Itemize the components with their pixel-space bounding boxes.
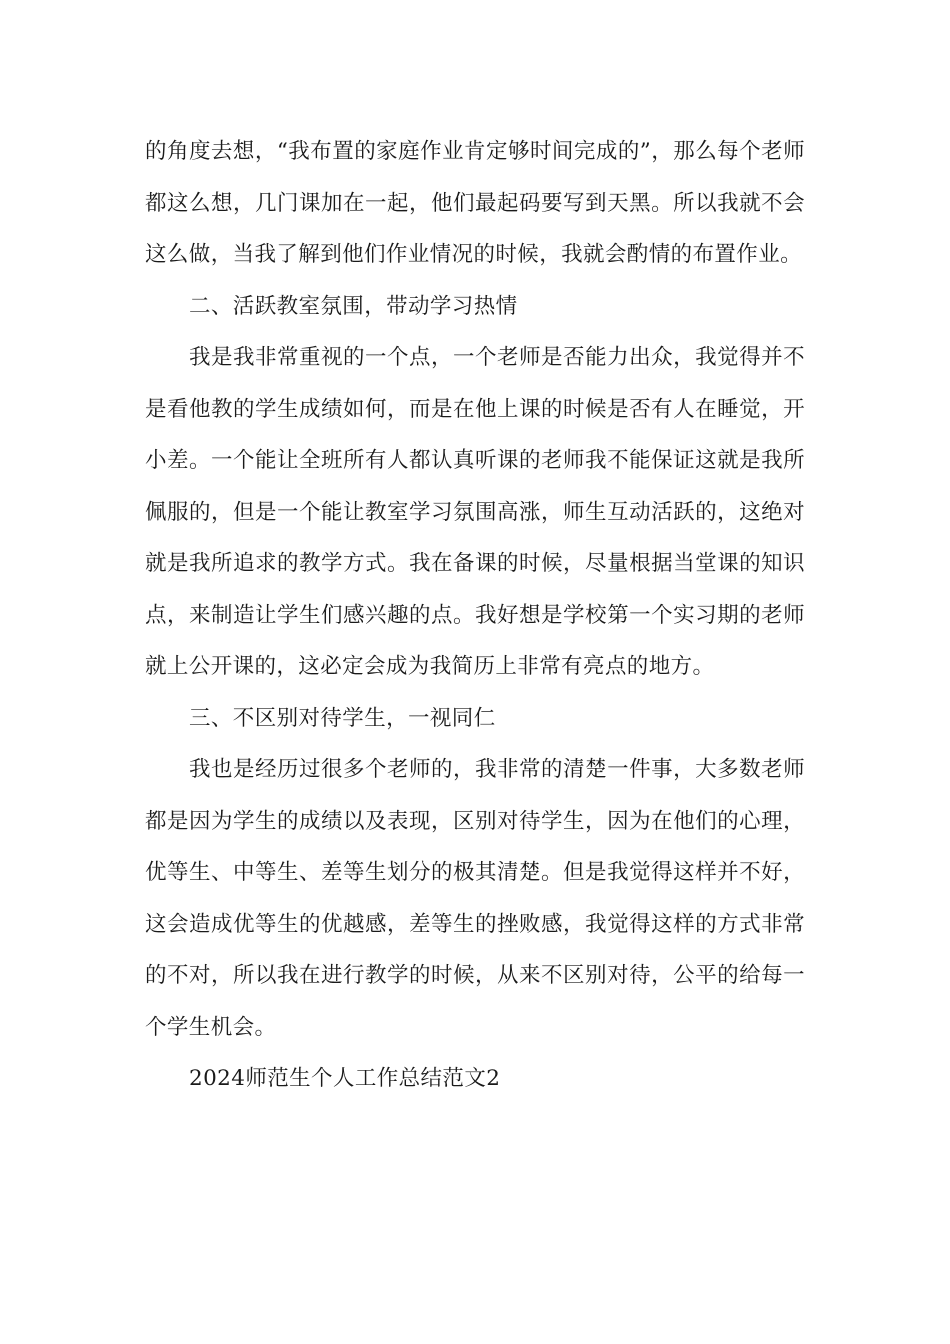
- body-paragraph-continued: 的角度去想，“我布置的家庭作业肯定够时间完成的”，那么每个老师都这么想，几门课加在一起，他们最起码要写到天黑。所以我就不会这么做，当我了解到他们作业情况的时候，我就会酌情的布置作业。: [145, 139, 805, 267]
- body-paragraph-equal-treatment: 我也是经历过很多个老师的，我非常的清楚一件事，大多数老师都是因为学生的成绩以及表现，区别对待学生，因为在他们的心理，优等生、中等生、差等生划分的极其清楚。但是我觉得这样并不好，这会造成优等生的优越感，差等生的挫败感，我觉得这样的方式非常的不对，所以我在进行教学的时候，从来不区别对待，公平的给每一个学生机会。: [145, 757, 805, 1040]
- section-heading-three: 三、不区别对待学生，一视同仁: [189, 705, 496, 731]
- document-body: [145, 126, 805, 1105]
- article-title-2: 2024师范生个人工作总结范文2: [189, 1066, 501, 1091]
- body-paragraph-classroom-atmosphere: 我是我非常重视的一个点，一个老师是否能力出众，我觉得并不是看他教的学生成绩如何，而是在他上课的时候是否有人在睡觉，开小差。一个能让全班所有人都认真听课的老师我不能保证这就是我所佩服的，但是一个能让教室学习氛围高涨，师生互动活跃的，这绝对就是我所追求的教学方式。我在备课的时候，尽量根据当堂课的知识点，来制造让学生们感兴趣的点。我好想是学校第一个实习期的老师就上公开课的，这必定会成为我简历上非常有亮点的地方。: [145, 345, 805, 679]
- section-heading-two: 二、活跃教室氛围，带动学习热情: [189, 293, 518, 319]
